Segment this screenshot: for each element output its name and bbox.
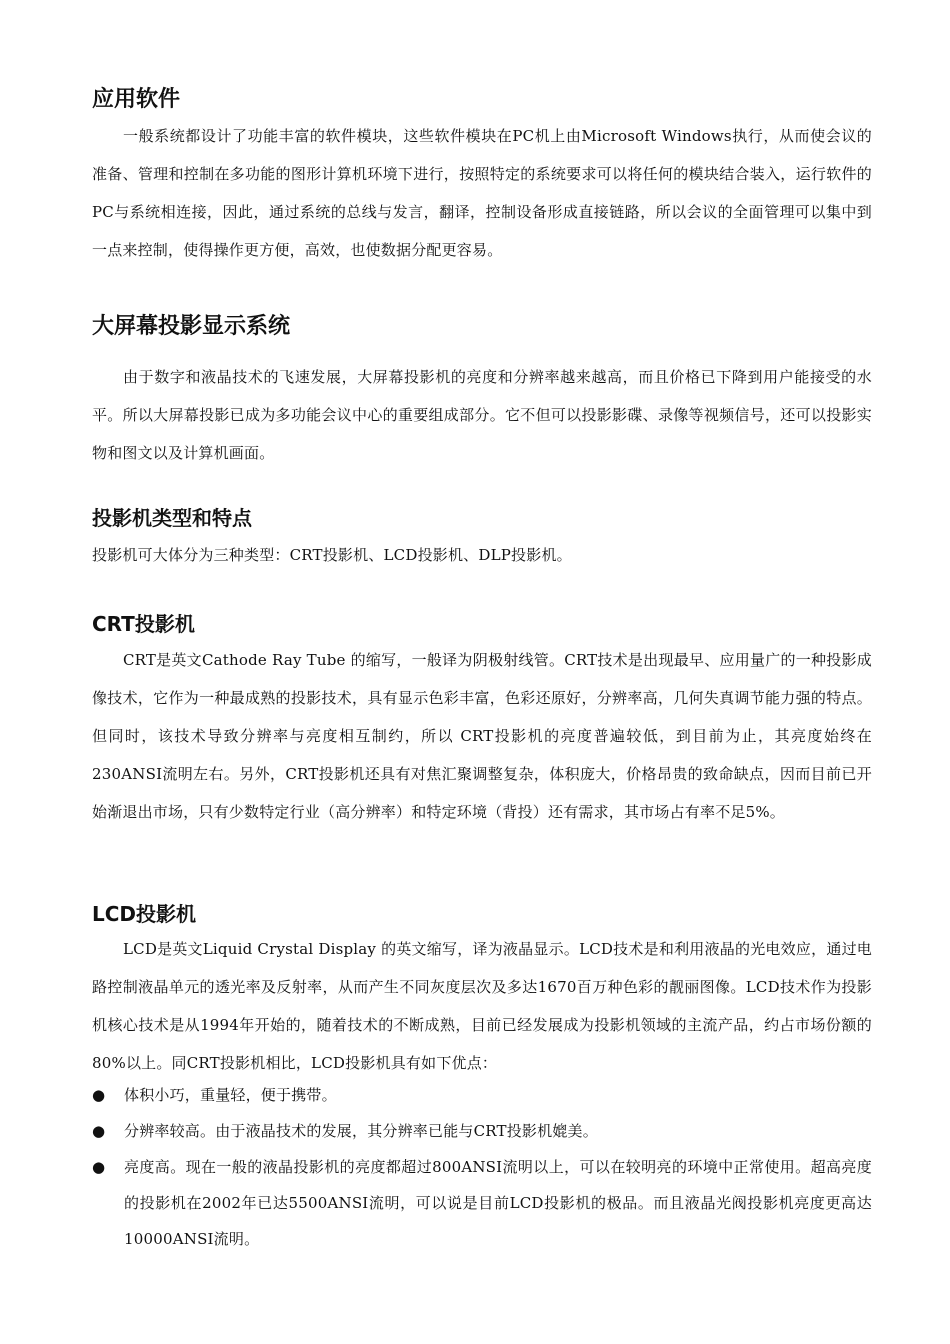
bullet-icon: ● — [92, 1158, 106, 1176]
paragraph-projector-types: 投影机可大体分为三种类型：CRT投影机、LCD投影机、DLP投影机。 — [92, 546, 572, 564]
heading-lcd: LCD投影机 — [92, 902, 197, 926]
list-item-text: 分辨率较高。由于液晶技术的发展，其分辨率已能与CRT投影机媲美。 — [124, 1122, 598, 1140]
heading-crt: CRT投影机 — [92, 612, 195, 636]
list-item — [92, 1149, 872, 1257]
lcd-advantages-list — [92, 1077, 872, 1257]
paragraph-big-screen: 由于数字和液晶技术的飞速发展，大屏幕投影机的亮度和分辨率越来越高，而且价格已下降到用户能接受的水平。所以大屏幕投影已成为多功能会议中心的重要组成部分。它不但可以投影影碟、录像等视频信号，还可以投影实物和图文以及计算机画面。 — [92, 368, 872, 462]
paragraph-crt: CRT是英文Cathode Ray Tube 的缩写，一般译为阴极射线管。CRT技术是出现最早、应用量广的一种投影成像技术，它作为一种最成熟的投影技术，具有显示色彩丰富，色彩还原好，分辨率高，几何失真调节能力强的特点。但同时，该技术导致分辨率与亮度相互制约，所以 CRT投影机的亮度普遍较低，到目前为止，其亮度始终在230ANSI流明左右。另外，CRT投影机还具有对焦汇聚调整复杂，体积庞大，价格昂贵的致命缺点，因而目前已开始渐退出市场，只有少数特定行业（高分辨率）和特定环境（背投）还有需求，其市场占有率不足5%。 — [92, 651, 872, 821]
heading-projector-types: 投影机类型和特点 — [92, 506, 252, 530]
list-item-text: 体积小巧，重量轻，便于携带。 — [124, 1086, 337, 1104]
paragraph-lcd: LCD是英文Liquid Crystal Display 的英文缩写，译为液晶显示。LCD技术是和利用液晶的光电效应，通过电路控制液晶单元的透光率及反射率，从而产生不同灰度层次及多达1670百万种色彩的靓丽图像。LCD技术作为投影机核心技术是从1994年开始的，随着技术的不断成熟，目前已经发展成为投影机领域的主流产品，约占市场份额的80%以上。同CRT投影机相比，LCD投影机具有如下优点： — [92, 940, 872, 1072]
paragraph-app-software: 一般系统都设计了功能丰富的软件模块，这些软件模块在PC机上由Microsoft Windows执行，从而使会议的准备、管理和控制在多功能的图形计算机环境下进行，按照特定的系统要求可以将任何的模块结合装入，运行软件的PC与系统相连接，因此，通过系统的总线与发言，翻译，控制设备形成直接链路，所以会议的全面管理可以集中到一点来控制，使得操作更方便，高效，也使数据分配更容易。 — [92, 127, 872, 259]
list-item — [92, 1077, 872, 1113]
heading-app-software: 应用软件 — [92, 87, 181, 112]
heading-big-screen: 大屏幕投影显示系统 — [92, 314, 291, 339]
bullet-icon: ● — [92, 1086, 106, 1104]
bullet-icon: ● — [92, 1122, 106, 1140]
list-item — [92, 1113, 872, 1149]
list-item-text: 亮度高。现在一般的液晶投影机的亮度都超过800ANSI流明以上，可以在较明亮的环境中正常使用。超高亮度的投影机在2002年已达5500ANSI流明，可以说是目前LCD投影机的极品。而且液晶光阀投影机亮度更高达10000ANSI流明。 — [124, 1158, 872, 1248]
